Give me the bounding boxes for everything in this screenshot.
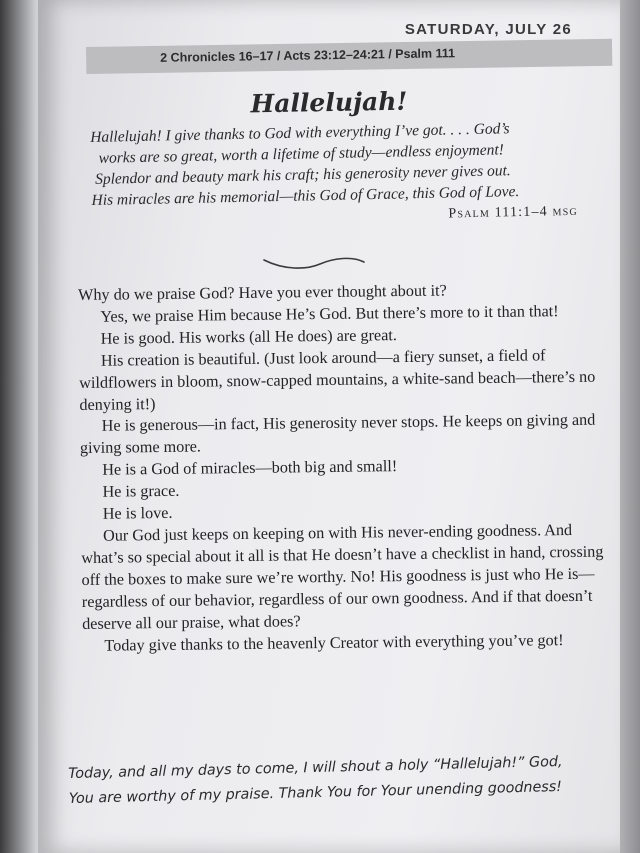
body-paragraph: He is a God of miracles—both big and small! [102, 457, 398, 479]
body-paragraph: Today give thanks to the heavenly Creator with everything you’ve got! [104, 630, 564, 655]
scripture-quote [90, 117, 592, 230]
ornament-swash-icon [260, 254, 368, 272]
body-paragraph: His creation is beautiful. (Just look around—a fiery sunset, a field of wildflowers in bloom, snow-capped mountains, a white-sand beach—there’s no denying it!) [79, 346, 596, 414]
devotion-title: Hallelujah! [250, 86, 408, 119]
verse-line: Splendor and beauty mark his craft; his generosity never gives out. [94, 162, 511, 188]
body-paragraph: He is grace. [102, 481, 180, 501]
prayer-line: Today, and all my days to come, I will shout a holy “Hallelujah!” God, [68, 753, 563, 782]
devotion-body [78, 279, 615, 658]
body-paragraph: Yes, we praise Him because He’s God. But there’s more to it than that! [100, 302, 559, 326]
body-paragraph: Why do we praise God? Have you ever thought about it? [78, 281, 447, 304]
page-date: SATURDAY, JULY 26 [404, 21, 572, 38]
book-page [38, 0, 620, 853]
verse-line: Hallelujah! I give thanks to God with everything I’ve got. . . . God’s [90, 120, 510, 146]
closing-prayer [68, 749, 617, 812]
reading-reference-bar [86, 39, 612, 74]
verse-line: His miracles are his memorial—this God of Grace, this God of Love. [91, 183, 520, 209]
prayer-line: You are worthy of my praise. Thank You for Your unending goodness! [68, 778, 563, 807]
verse-reference: Psalm 111:1–4 msg [448, 203, 579, 222]
body-paragraph: He is generous—in fact, His generosity never stops. He keeps on giving and giving some more. [79, 411, 596, 458]
verse-line: works are so great, worth a lifetime of study—endless enjoyment! [98, 141, 504, 167]
body-paragraph: He is love. [102, 503, 173, 523]
body-paragraph: He is good. His works (all He does) are great. [100, 325, 397, 348]
body-paragraph: Our God just keeps on keeping on with His never-ending goodness. And what’s so special about it all is that He doesn’t have a checklist in hand, crossing off the boxes to make sure we’re worthy. No! His goodness is just who He is—regardless of our behavior, regardless of our own goodness. And if that doesn’t deserve all our praise, what does? [81, 520, 604, 633]
reading-reference: 2 Chronicles 16–17 / Acts 23:12–24:21 / Psalm 111 [160, 46, 456, 65]
